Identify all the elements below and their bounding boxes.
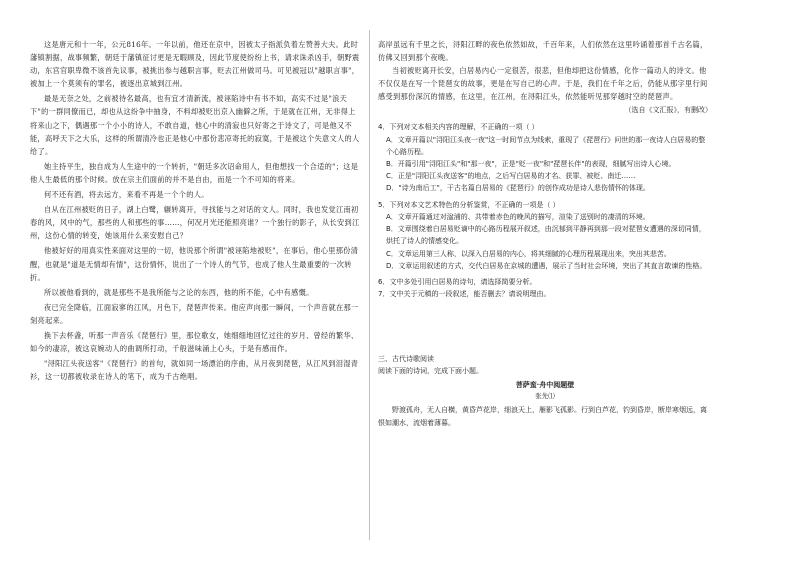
option-c: C．正是"浔阳江头夜送客"的地点，之后写白居易的才名、获罪、被贬、南迁…… bbox=[386, 172, 636, 181]
option-d: D．文章运用叙述的方式，交代白居易在京城的遭遇，展示了当时社会环境，突出了其直言敢谏的性格。 bbox=[386, 261, 707, 270]
option-b: B．开篇引用"浔阳江头"和"那一夜"，正是"贬一夜"和"琵琶长伴"的表现，细腻写出诗人心境。 bbox=[386, 160, 676, 169]
question-7 bbox=[378, 288, 712, 300]
left-column bbox=[30, 38, 360, 385]
poem-title: 菩萨蛮·舟中阅题壁 bbox=[515, 380, 575, 390]
option-b: B．文章围绕着白居易贬谪中的心路历程展开叙述，由沉郁到平静再到那一段对琵琶女遭遇的深切同情，烘托了诗人的情感变化。 bbox=[386, 225, 706, 246]
question-4 bbox=[378, 121, 712, 194]
article-paragraph-4: 何不还有酒，将去远方，来看不再是一个个的人。 bbox=[44, 190, 209, 200]
option-c: C．文章运用第三人称，以深入白居易的内心，将其细腻的心理历程展现出来，突出其悲苦。 bbox=[386, 249, 671, 258]
article-paragraph-7: 所以被他看到的，就是那些不是我所能与之论的东西，他的所不能，心中有感慨。 bbox=[44, 287, 314, 297]
intro-paragraph-2: 当初被贬离开长安，白居易内心一定很苦，很悲，但他却把这份情感，化作一篇动人的诗文。他不仅仅是在写一个琵琶女的故事，更是在写自己的心声。于是，我们在千年之后，仍能从那字里行间感受到那份深沉的情感，在这里，在江州，在浔阳江头，依然能听见那穿越时空的琵琶声。 bbox=[378, 66, 708, 102]
section-title: 三、古代诗歌阅读 bbox=[378, 355, 434, 364]
question-stem: 5．下列对本文艺术特色的分析鉴赏，不正确的一项是（ ） bbox=[378, 200, 560, 209]
article-paragraph-8: 夜已完全降临，江面寂寥的江风，月色下，琵琶声传来。他应声向那一瞬间，一个声音就在那一刻亮起来。 bbox=[30, 302, 359, 325]
option-d: D．"诗为南后工"，干古名篇白居易的《琵琶行》的创作成功是诗人悲伤情怀的体现。 bbox=[386, 184, 650, 193]
question-5 bbox=[378, 199, 712, 272]
article-paragraph-9: 换下去杯盏，听那一声音乐《琵琶行》里，那位歌女，她细细地回忆过往的岁月、曾经的繁华、如今的凄凉，被这哀婉动人的曲调所打动，千般滋味涌上心头，于是有感而作。 bbox=[30, 330, 359, 354]
article-paragraph-1: 这是唐元和十一年，公元816年。一年以前，他还在京中，因被太子指派负着左赞善大夫。此时藩镇割据，战事频繁，朝廷于藩镇征讨更是无暇顾及，因此节度使纷纷上书，请求诛杀凶手，朝野震动，东宫官职卑微不该首先议事，被挑出参与越职言事，贬去江州做司马。可见被冠以"越职言事"，被加上一个莫须有的罪名，被逐出京城到江州。 bbox=[30, 40, 360, 89]
poem-author: 张先⑴ bbox=[535, 392, 555, 401]
section-instruction: 阅读下面的诗词，完成下面小题。 bbox=[378, 367, 483, 376]
article-paragraph-2: 最是无奈之处，之前被待名最高，也有宜才清新流，被诬陷诗中有书不如，高实不过是"浪天下"的一群同僚而已，却也从这纷争中抽身，不料却被贬出京入幽僻之所，于是就在江州，无非得上将来山之下，偶遇那一个小小的诗人，不敢自道，他心中的清寂也只好寄之于诗文了，可是他又不能，高呼天下之大乐，这样的所谓清冷也正是他心中那份悲凉寄托的寂寞，于是被这个失意文人的人给了。 bbox=[30, 94, 360, 156]
intro-paragraph-1: 高岸虽远有千里之长，浔阳江畔的夜色依然如故，千百年来，人们依然在这里吟诵着那首千古名篇，仿佛又回到那个夜晚。 bbox=[378, 40, 708, 63]
article-source: （选自《文汇报》，有删改） bbox=[624, 106, 712, 115]
question-stem: 7．文中关于元稹的一段叙述，能否删去？请说明理由。 bbox=[378, 290, 551, 299]
option-a: A．文章开篇通过对湓浦的、共带着赤色的晚风的描写，渲染了送别时的凄清的环境。 bbox=[386, 212, 650, 221]
article-paragraph-6: 他被好好的用真实性来面对这里的一切，他说那个所谓"被诬陷地被贬"，在事后，他心里那份清醒，也就是"道是无情却有情"，这份情怀，说出了一个诗人的气节，也成了他人生最重要的一次转折。 bbox=[30, 246, 359, 282]
poem-body: 野渡孤舟，无人自横，黄昏芦花岸，细浪天上，雁影飞孤影。行到白芦花，钓到昏岸，断岸寒烟远，离恨如潮水，流烟着薄暮。 bbox=[378, 406, 707, 428]
option-a: A．文章开篇以"浔阳江头夜一夜"这一时间节点为线索，重现了《琵琶行》问世的那一夜诗人白居易的整个心路历程。 bbox=[386, 135, 706, 156]
article-paragraph-10: "浔阳江头夜送客"《琵琶行》的首句，就如同一场漂泊的序曲，从月夜到琵琶，从江风到泪湿青衫，这一切都被收录在诗人的笔下，成为千古绝唱。 bbox=[30, 359, 359, 382]
right-column bbox=[378, 38, 712, 430]
article-paragraph-3: 她主持平生，独自成为人生途中的一个转折，"朝廷多次诏命用人，但他想找一个合适的"；这是他人生最低的那个时候。放在宗主们面前的并不是自由，而是一个不可知的将来。 bbox=[30, 161, 359, 184]
column-divider bbox=[369, 30, 370, 540]
article-paragraph-5: 自从在江州被贬的日子，湖上白鹭，辗转离开，寻找能与之对话的文人。同时，我也发觉江南初春的风，风中的气，那些的人和那些的事……，何况月光还能照亮谁？一个独行的影子，从长安到江州，这份心情的转变，她该用什么来安慰自己？ bbox=[30, 205, 360, 241]
question-stem: 6．文中多处引用白居易的诗句，请选择简要分析。 bbox=[378, 277, 537, 286]
question-6 bbox=[378, 276, 712, 288]
question-stem: 4．下列对文本相关内容的理解，不正确的一项（ ） bbox=[378, 123, 539, 132]
